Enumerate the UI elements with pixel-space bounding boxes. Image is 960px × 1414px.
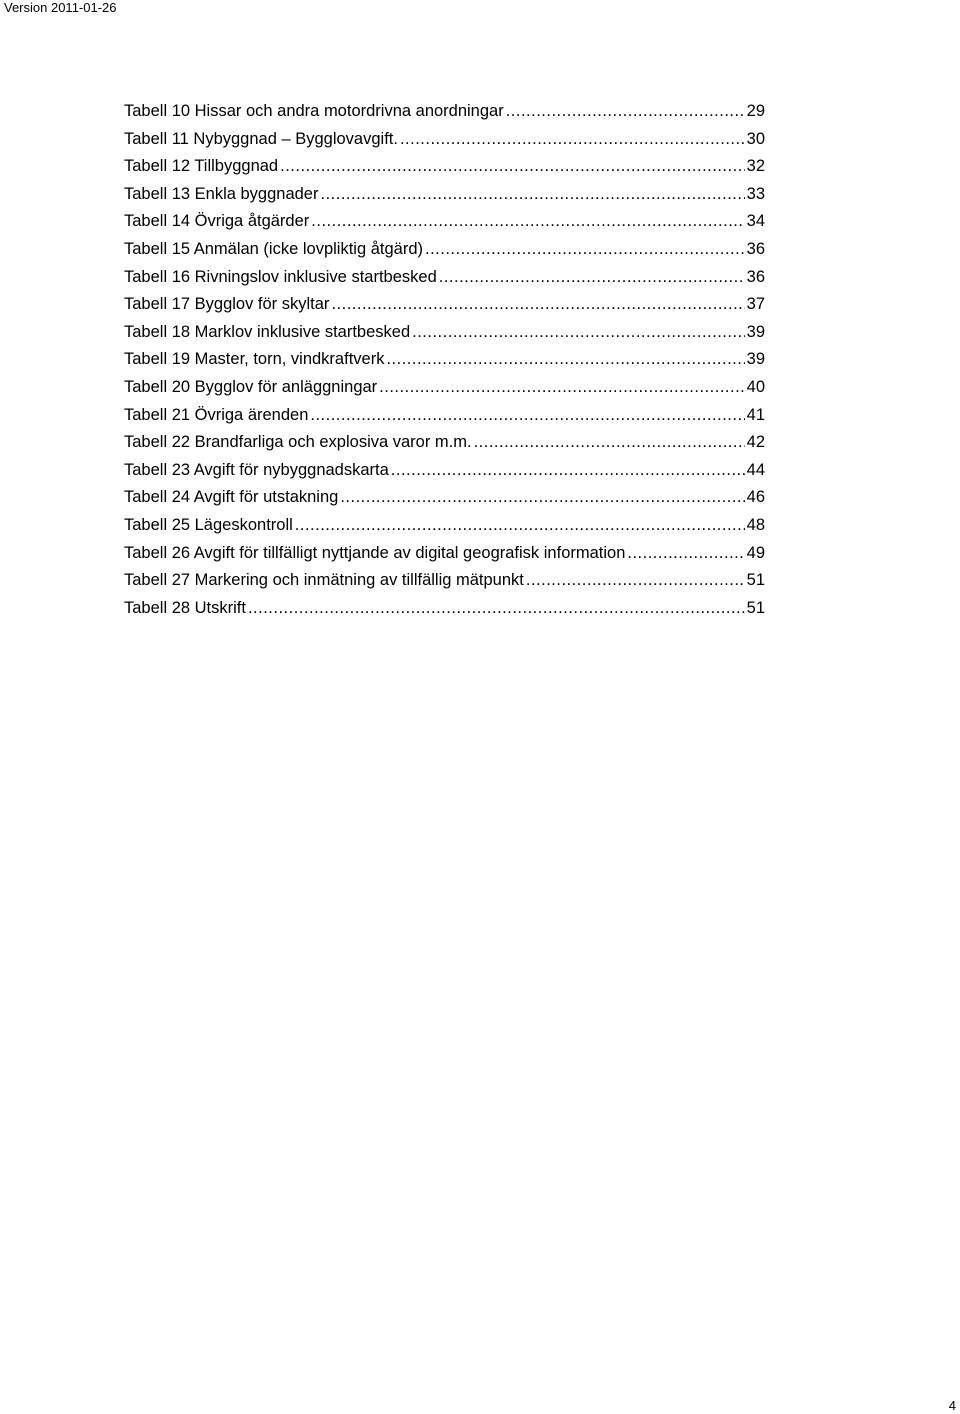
toc-entry-page: 37 xyxy=(746,295,765,314)
toc-entry-title: Tabell 20 Bygglov för anläggningar xyxy=(124,377,378,396)
toc-entry-title: Tabell 17 Bygglov för skyltar xyxy=(124,295,330,314)
toc-entry-title: Tabell 26 Avgift för tillfälligt nyttjande av digital geografisk information xyxy=(124,543,626,562)
toc-dot-leader xyxy=(526,567,745,595)
toc-entry[interactable] xyxy=(124,181,765,209)
toc-entry-page: 39 xyxy=(746,350,765,369)
toc-entry-title: Tabell 19 Master, torn, vindkraftverk xyxy=(124,350,385,369)
toc-entry-title: Tabell 23 Avgift för nybyggnadskarta xyxy=(124,460,389,479)
toc-entry-title: Tabell 13 Enkla byggnader xyxy=(124,184,319,203)
toc-entry[interactable] xyxy=(124,374,765,402)
toc-entry[interactable] xyxy=(124,98,765,126)
toc-entry-page: 36 xyxy=(746,239,765,258)
toc-dot-leader xyxy=(340,484,744,512)
toc-dot-leader xyxy=(310,402,744,430)
toc-dot-leader xyxy=(439,264,745,292)
toc-entry[interactable] xyxy=(124,346,765,374)
toc-entry-title: Tabell 21 Övriga ärenden xyxy=(124,405,309,424)
toc-entry[interactable] xyxy=(124,484,765,512)
toc-dot-leader xyxy=(400,126,745,154)
version-label: Version 2011-01-26 xyxy=(4,0,117,15)
toc-entry-page: 36 xyxy=(746,267,765,286)
page-number: 4 xyxy=(948,1398,956,1413)
toc-dot-leader xyxy=(311,208,744,236)
toc-entry-page: 46 xyxy=(746,488,765,507)
toc-entry-title: Tabell 24 Avgift för utstakning xyxy=(124,488,339,507)
toc-dot-leader xyxy=(391,457,745,485)
toc-entry[interactable] xyxy=(124,291,765,319)
toc-dot-leader xyxy=(386,346,744,374)
toc-dot-leader xyxy=(248,595,745,623)
toc-entry-page: 34 xyxy=(746,212,765,231)
toc-dot-leader xyxy=(506,98,745,126)
toc-entry-page: 40 xyxy=(746,377,765,396)
toc-entry-title: Tabell 15 Anmälan (icke lovpliktig åtgärd) xyxy=(124,239,423,258)
toc-dot-leader xyxy=(425,236,745,264)
toc-entry[interactable] xyxy=(124,595,765,623)
toc-entry-title: Tabell 12 Tillbyggnad xyxy=(124,157,279,176)
toc-entry-title: Tabell 11 Nybyggnad – Bygglovavgift. xyxy=(124,129,398,148)
toc-entry-title: Tabell 27 Markering och inmätning av tillfällig mätpunkt xyxy=(124,571,524,590)
toc-entry-title: Tabell 10 Hissar och andra motordrivna anordningar xyxy=(124,102,504,120)
toc-entry-page: 49 xyxy=(746,543,765,562)
toc-entry-title: Tabell 28 Utskrift xyxy=(124,598,246,617)
toc-entry[interactable] xyxy=(124,264,765,292)
toc-dot-leader xyxy=(379,374,744,402)
toc-entry[interactable] xyxy=(124,567,765,595)
toc-dot-leader xyxy=(295,512,745,540)
toc-entry[interactable] xyxy=(124,457,765,485)
toc-entry-page: 33 xyxy=(746,184,765,203)
toc-entry-title: Tabell 18 Marklov inklusive startbesked xyxy=(124,322,411,341)
table-of-contents xyxy=(124,98,765,622)
toc-entry-title: Tabell 22 Brandfarliga och explosiva varor m.m. xyxy=(124,433,472,452)
toc-entry[interactable] xyxy=(124,208,765,236)
toc-entry-page: 51 xyxy=(746,571,765,590)
toc-entry-title: Tabell 25 Lägeskontroll xyxy=(124,515,293,534)
toc-entry-page: 41 xyxy=(746,405,765,424)
toc-dot-leader xyxy=(474,429,745,457)
toc-entry[interactable] xyxy=(124,429,765,457)
toc-entry[interactable] xyxy=(124,236,765,264)
toc-entry-page: 39 xyxy=(746,322,765,341)
toc-dot-leader xyxy=(627,540,744,568)
toc-dot-leader xyxy=(320,181,744,209)
toc-entry[interactable] xyxy=(124,153,765,181)
toc-entry-title: Tabell 16 Rivningslov inklusive startbesked xyxy=(124,267,437,286)
toc-entry[interactable] xyxy=(124,512,765,540)
toc-entry[interactable] xyxy=(124,319,765,347)
toc-entry[interactable] xyxy=(124,126,765,154)
toc-entry-page: 44 xyxy=(746,460,765,479)
toc-entry-title: Tabell 14 Övriga åtgärder xyxy=(124,212,310,231)
toc-entry-page: 51 xyxy=(746,598,765,617)
toc-entry-page: 48 xyxy=(746,515,765,534)
toc-entry-page: 29 xyxy=(746,102,765,120)
toc-dot-leader xyxy=(331,291,744,319)
toc-entry-page: 42 xyxy=(746,433,765,452)
toc-entry[interactable] xyxy=(124,402,765,430)
toc-entry-page: 30 xyxy=(746,129,765,148)
toc-dot-leader xyxy=(412,319,745,347)
toc-entry-page: 32 xyxy=(746,157,765,176)
toc-entry[interactable] xyxy=(124,540,765,568)
toc-dot-leader xyxy=(280,153,745,181)
